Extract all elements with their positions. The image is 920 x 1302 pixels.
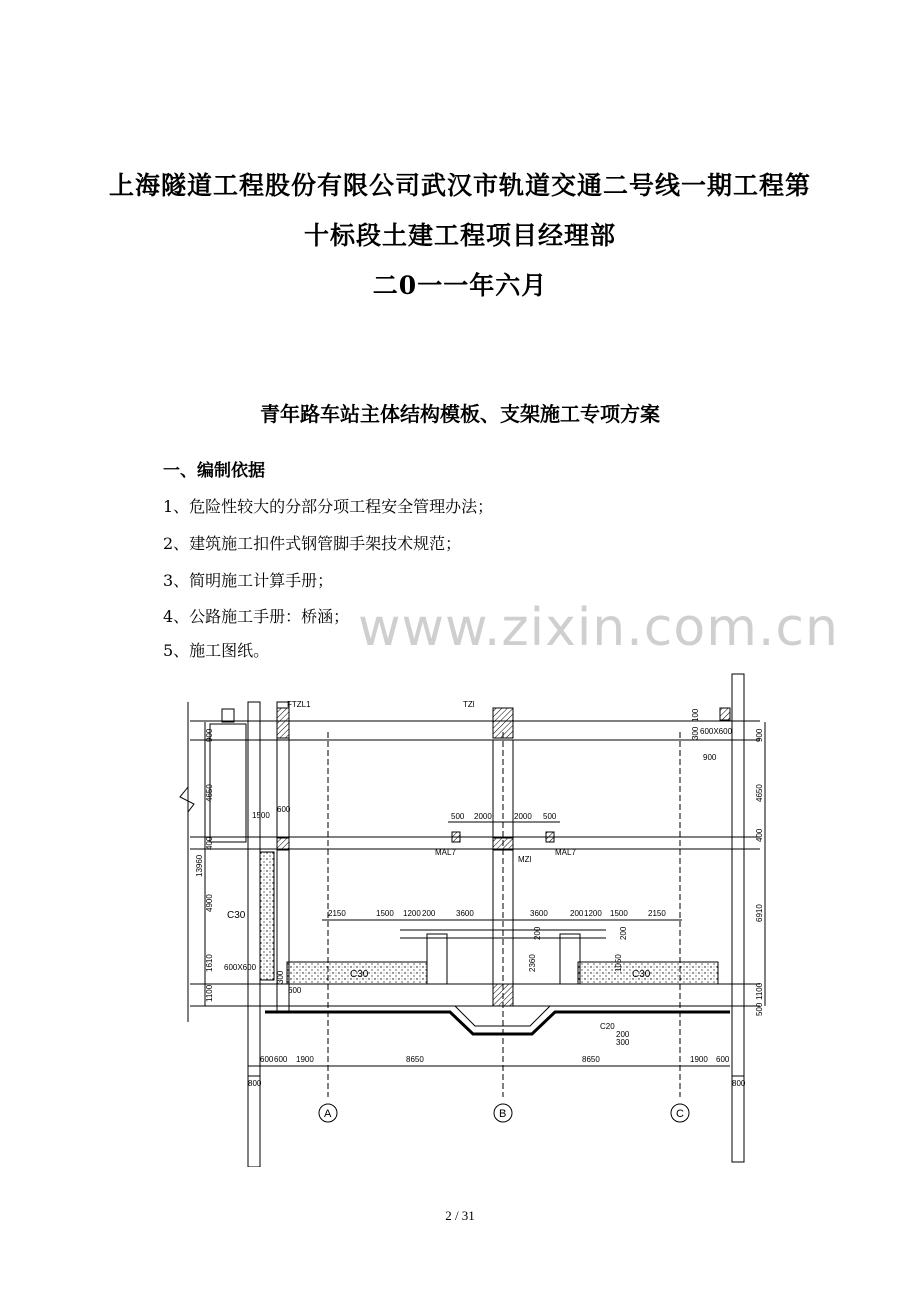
top-dim-4: 500 <box>543 812 557 821</box>
top-dim-3: 2000 <box>514 812 532 821</box>
top-dim-2: 2000 <box>474 812 492 821</box>
label-c30-left-wall: C30 <box>227 910 246 921</box>
bottom-dim-6: 1900 <box>690 1055 708 1064</box>
basis-item-3: 3、简明施工计算手册； <box>163 571 334 590</box>
label-mzl: MZl <box>518 855 532 864</box>
axis-label-a: A <box>324 1108 332 1120</box>
cover-company-line-2: 十标段土建工程项目经理部 <box>303 221 616 250</box>
dim-300-right: 300 <box>691 726 700 740</box>
cover-date: 二0一一年六月 <box>372 271 548 300</box>
dim-haunch-left: 600X600 <box>224 963 257 972</box>
section-heading: 一、编制依据 <box>163 461 265 481</box>
dim-600: 600 <box>277 805 291 814</box>
bottom-dim-1: 600 <box>260 1055 274 1064</box>
dim-200-a: 200 <box>533 926 542 940</box>
right-dim-4: 6910 <box>755 904 764 922</box>
right-dim-5: 1100 <box>755 982 764 1000</box>
axis-label-b: B <box>499 1108 507 1120</box>
left-dim-4: 4900 <box>205 894 214 912</box>
dim-haunch-right: 600X600 <box>700 727 733 736</box>
label-c30-slab-left: C30 <box>350 969 369 980</box>
top-dim-1: 500 <box>451 812 465 821</box>
bottom-dim-5: 8650 <box>582 1055 600 1064</box>
left-dim-3: 400 <box>205 836 214 850</box>
mid-dim-right-2: 200 <box>570 909 584 918</box>
label-c30-slab-right: C30 <box>632 969 651 980</box>
label-tzl: TZl <box>463 700 475 709</box>
dim-600-bottom: 600 <box>288 986 302 995</box>
bottom-dim-2: 600 <box>274 1055 288 1064</box>
dim-900: 900 <box>703 753 717 762</box>
mid-dim-left-4: 200 <box>422 909 436 918</box>
dim-cushion: 300 <box>616 1038 630 1047</box>
station-cross-section-drawing <box>170 672 770 1167</box>
basis-item-5: 5、施工图纸。 <box>163 641 270 660</box>
mid-dim-right-1: 3600 <box>530 909 548 918</box>
left-dim-1: 900 <box>205 728 214 742</box>
basis-item-4: 4、公路施工手册：桥涵； <box>163 607 350 626</box>
right-dim-1: 900 <box>755 728 764 742</box>
axis-label-c: C <box>676 1108 684 1120</box>
bottom-dim-4: 8650 <box>406 1055 424 1064</box>
dim-800-right: 800 <box>732 1079 746 1088</box>
document-title: 青年路车站主体结构模板、支架施工专项方案 <box>260 402 660 426</box>
left-dim-total: 13960 <box>195 854 204 877</box>
dim-2360: 2360 <box>528 954 537 972</box>
dim-300-left: 300 <box>276 970 285 984</box>
mid-dim-left-5: 3600 <box>456 909 474 918</box>
left-dim-2: 4650 <box>205 784 214 802</box>
mid-dim-right-5: 2150 <box>648 909 666 918</box>
label-ftzl1: FTZL1 <box>287 700 311 709</box>
label-mal7-right: MAL7 <box>555 848 576 857</box>
cover-company-line-1: 上海隧道工程股份有限公司武汉市轨道交通二号线一期工程第 <box>108 171 811 200</box>
dim-200-b: 200 <box>619 926 628 940</box>
label-mal7-left: MAL7 <box>435 848 456 857</box>
mid-dim-left-3: 1200 <box>403 909 421 918</box>
mid-dim-left-2: 1500 <box>376 909 394 918</box>
bottom-dim-3: 1900 <box>296 1055 314 1064</box>
dim-c20-thickness: 200 <box>616 1030 630 1039</box>
right-dim-6: 500 <box>755 1002 764 1016</box>
basis-item-1: 1、危险性较大的分部分项工程安全管理办法； <box>163 497 494 516</box>
dim-1500: 1500 <box>252 811 270 820</box>
dim-800-left: 800 <box>248 1079 262 1088</box>
basis-item-2: 2、建筑施工扣件式钢管脚手架技术规范； <box>163 534 462 553</box>
mid-dim-left-1: 2150 <box>328 909 346 918</box>
page-number: 2 / 31 <box>445 1208 475 1223</box>
right-dim-3: 400 <box>755 828 764 842</box>
dim-1050: 1050 <box>614 954 623 972</box>
mid-dim-right-4: 1500 <box>610 909 628 918</box>
mid-dim-right-3: 1200 <box>584 909 602 918</box>
watermark: www.zixin.com.cn <box>358 598 839 658</box>
left-dim-5: 1610 <box>205 954 214 972</box>
label-c20: C20 <box>600 1022 615 1031</box>
dim-100: 100 <box>691 708 700 722</box>
bottom-dim-7: 600 <box>716 1055 730 1064</box>
left-dim-6: 1100 <box>205 984 214 1002</box>
right-dim-2: 4650 <box>755 784 764 802</box>
